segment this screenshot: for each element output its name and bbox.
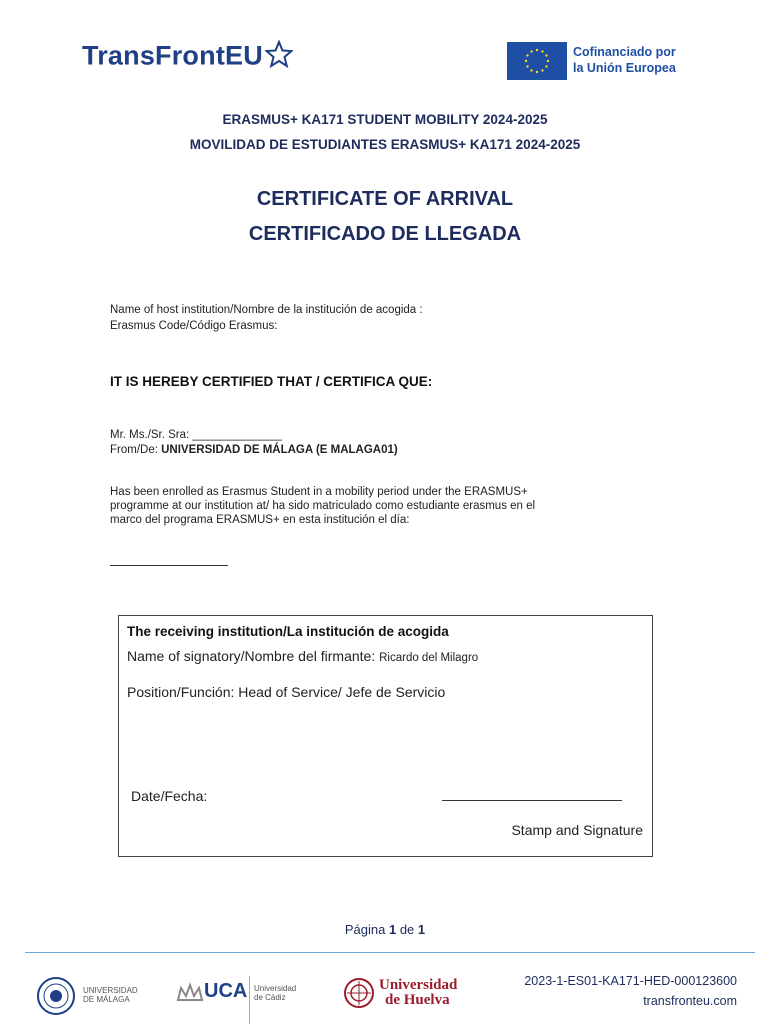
signatory-row <box>127 648 478 664</box>
huelva-line-2: de Huelva <box>385 992 450 1008</box>
host-institution-label: Name of host institution/Nombre de la institución de acogida : <box>110 304 423 316</box>
footer-divider <box>25 952 755 953</box>
certificate-title-es: CERTIFICADO DE LLEGADA <box>248 223 522 245</box>
signature-line <box>442 800 622 801</box>
website-link[interactable]: transfronteu.com <box>643 994 737 1008</box>
student-from <box>110 442 398 458</box>
uma-logo-text <box>83 986 138 1004</box>
uma-line-2: DE MÁLAGA <box>83 995 130 1004</box>
eu-flag-icon <box>507 42 567 80</box>
page-number <box>0 922 770 937</box>
eu-line-2: la Unión Europea <box>573 61 676 75</box>
uca-divider <box>249 976 250 1024</box>
eu-cofinance-text <box>573 44 676 76</box>
page-total: 1 <box>417 922 426 937</box>
receiving-title: The receiving institution/La institución de acogida <box>127 624 449 639</box>
brand-eu-text: EU <box>225 40 263 71</box>
student-name-label: Mr. Ms./Sr. Sra: ______________ <box>110 429 282 441</box>
program-title-es: MOVILIDAD DE ESTUDIANTES ERASMUS+ KA171 2024-2025 <box>189 137 581 152</box>
position-row: Position/Función: Head of Service/ Jefe de Servicio <box>127 684 446 700</box>
enrolled-line-3: marco del programa ERASMUS+ en esta institución el día: <box>110 514 410 526</box>
signatory-value: Ricardo del Milagro <box>379 652 479 664</box>
program-title-en: ERASMUS+ KA171 STUDENT MOBILITY 2024-2025 <box>222 112 548 127</box>
page-prefix: Página <box>344 922 389 937</box>
signatory-label: Name of signatory/Nombre del firmante: <box>127 648 380 664</box>
from-label: From/De: <box>110 444 162 456</box>
erasmus-code-label: Erasmus Code/Código Erasmus: <box>110 320 278 332</box>
stamp-signature-label: Stamp and Signature <box>511 822 643 838</box>
certificate-title-en: CERTIFICATE OF ARRIVAL <box>256 188 514 210</box>
page-current: 1 <box>388 922 397 937</box>
star-icon <box>265 40 293 75</box>
uca-logo-text: UCA <box>204 980 248 1002</box>
eu-line-1: Cofinanciado por <box>573 45 676 59</box>
date-label: Date/Fecha: <box>131 788 208 804</box>
uca-subtitle <box>254 984 296 1002</box>
date-blank-line <box>110 565 228 566</box>
uca-crown-icon <box>176 982 204 1009</box>
uca-line-2: de Cádiz <box>254 993 286 1002</box>
uma-seal-icon <box>36 976 76 1021</box>
certified-heading: IT IS HEREBY CERTIFIED THAT / CERTIFICA QUE: <box>110 374 433 389</box>
enrolled-line-2: programme at our institution at/ ha sido matriculado como estudiante erasmus en el <box>110 500 536 512</box>
huelva-line-1: Universidad <box>379 977 458 993</box>
page-middle: de <box>396 922 418 937</box>
enrolled-line-1: Has been enrolled as Erasmus Student in a mobility period under the ERASMUS+ <box>110 486 528 498</box>
project-code: 2023-1-ES01-KA171-HED-000123600 <box>524 974 737 988</box>
brand-text: TransFront <box>82 40 226 71</box>
huelva-seal-icon <box>343 977 375 1014</box>
uma-line-1: UNIVERSIDAD <box>83 986 138 995</box>
transfronteu-logo <box>82 40 293 75</box>
huelva-logo-text <box>379 978 457 1008</box>
from-value: UNIVERSIDAD DE MÁLAGA (E MALAGA01) <box>161 444 398 456</box>
uca-line-1: Universidad <box>254 984 297 993</box>
